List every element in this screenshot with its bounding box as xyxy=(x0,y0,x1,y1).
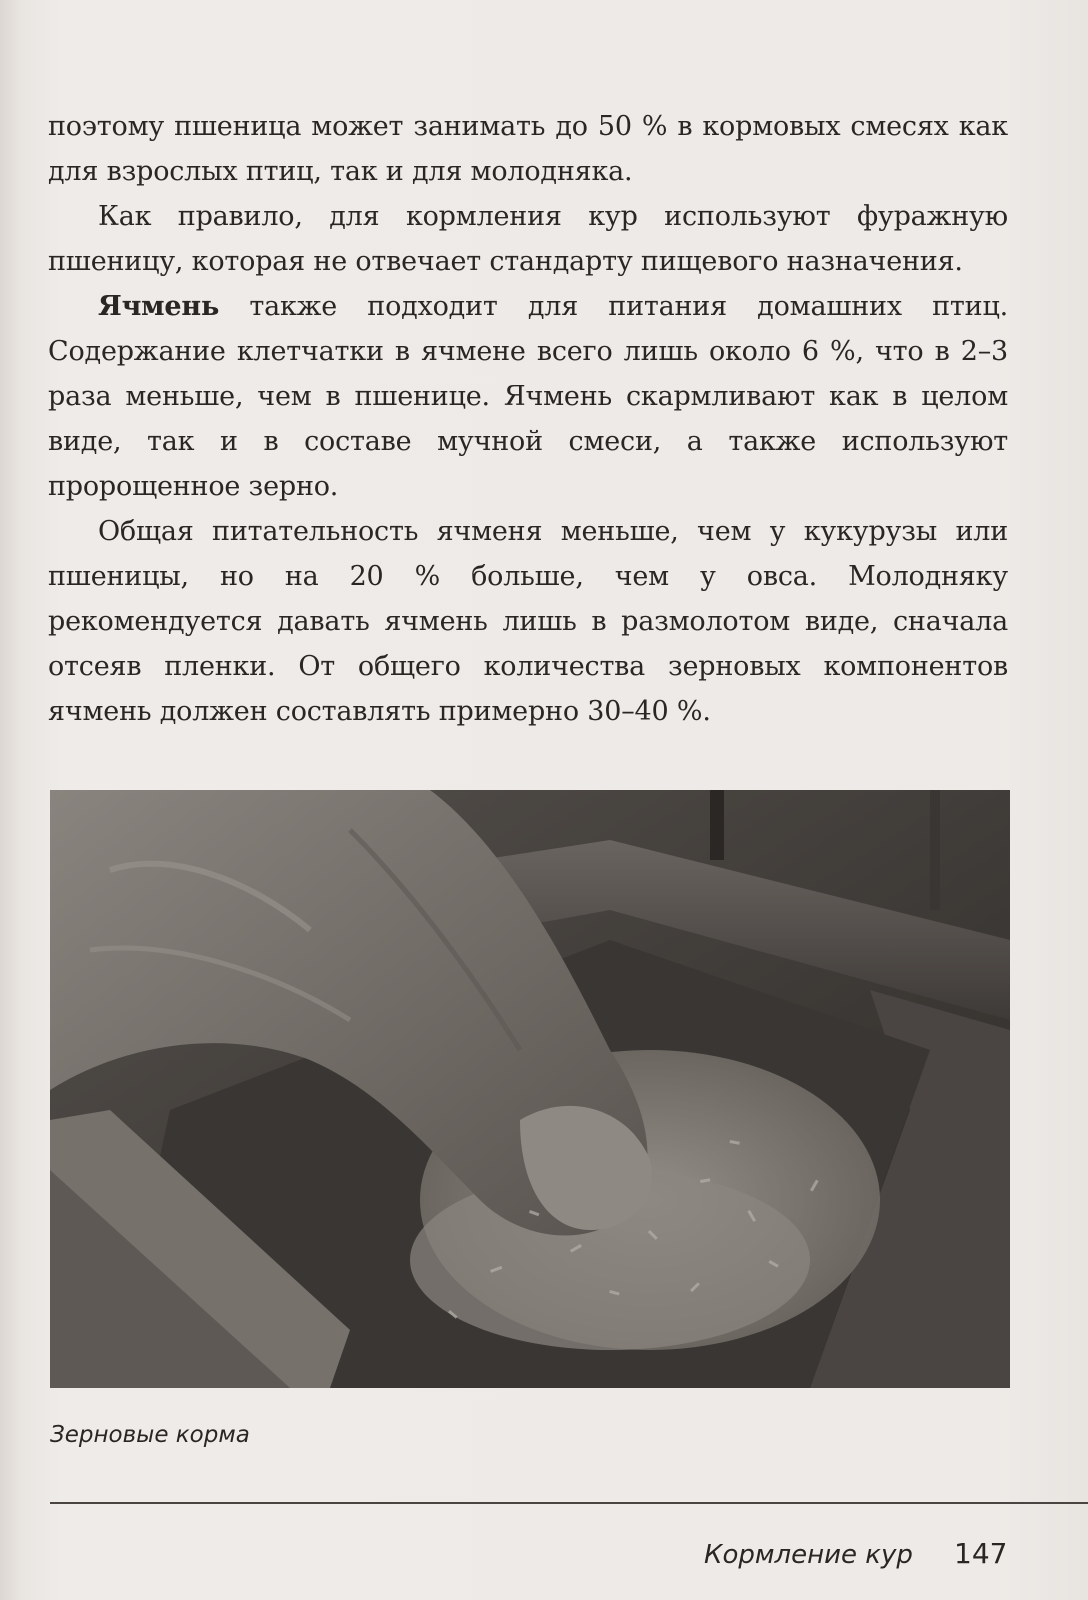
paragraph-1: поэтому пшеница может занимать до 50 % в кормовых смесях как для взрослых птиц, так и для молодняка. xyxy=(48,111,1008,187)
page-number: 147 xyxy=(954,1537,1008,1570)
paragraph-4: Общая питательность ячменя меньше, чем у кукурузы или пшеницы, но на 20 % больше, чем у овса. Молодняку рекомендуется давать ячмень лишь в размолотом виде, сначала отсеяв пленки. От общего количества зерновых компонентов ячмень должен составлять примерно 30–40 %. xyxy=(48,516,1008,727)
paragraph-3 xyxy=(48,284,1008,509)
photo-illustration xyxy=(50,790,1010,1388)
paragraph-3-text: также подходит для питания домашних птиц. Содержание клетчатки в ячмене всего лишь около 6 %, что в 2–3 раза меньше, чем в пшенице. Ячмень скармливают как в целом виде, так и в составе мучной смеси, а также используют пророщенное зерно. xyxy=(48,291,1008,502)
footer-divider xyxy=(50,1502,1088,1504)
term-barley: Ячмень xyxy=(98,291,220,322)
body-text xyxy=(48,104,1008,734)
figure-caption: Зерновые корма xyxy=(50,1422,250,1448)
paragraph-2: Как правило, для кормления кур используют фуражную пшеницу, которая не отвечает стандарту пищевого назначения. xyxy=(48,201,1008,277)
photo-chicken-feeding xyxy=(50,790,1010,1388)
running-title: Кормление кур xyxy=(704,1540,913,1570)
